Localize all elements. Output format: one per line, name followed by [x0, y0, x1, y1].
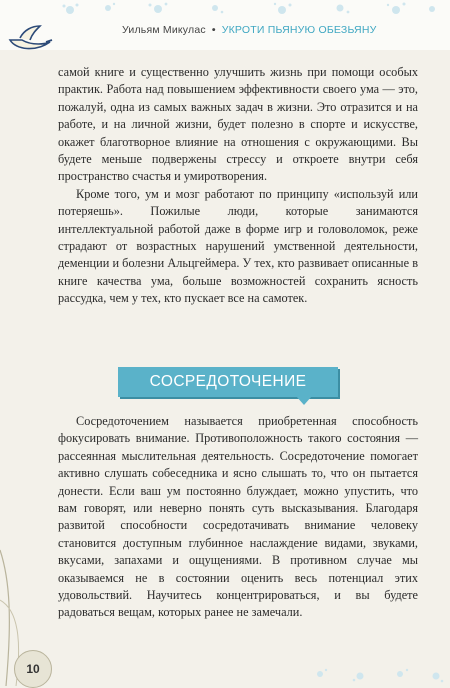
banana-icon [6, 20, 54, 54]
header-separator-dot: • [211, 24, 216, 36]
paragraph: Сосредоточением называется приобретенная способность фокусировать внимание. Противоположность такого состояния — рассеянная мыслительная деятельность. Сосредоточение помогает активно слушать собеседника и ясно слышать то, что он пытается донести. Если ваш ум постоянно блуждает, можно упустить, что вам говорят, или неверно понять суть высказывания. Благодаря развитой способности сосредотачивать внимание человеку становится доступным глубинное наслаждение видами, звуками, вкусами, запахами и ощущениями. В противном случае мы оказываемся не в состоянии оценить весь потенциал этих удовольствий. Научитесь концентрироваться, и вы будете радоваться вещам, которых ранее не замечали. [58, 414, 418, 620]
header-author: Уильям Микулас [122, 24, 206, 36]
top-body-text [58, 64, 418, 308]
paragraph: Кроме того, ум и мозг работают по принципу «используй или потеряешь». Пожилые люди, которые занимаются интеллектуальной работой даже в форме игр и головоломок, реже страдают от возрастных нарушений умственной деятельности, деменции и болезни Альцгеймера. У тех, кто развивает описанные в книге качества ума, больше возможностей сохранить ясность рассудка, чем у тех, кто пускает все на самотек. [58, 186, 418, 306]
section-heading-pointer [296, 396, 312, 405]
section-heading-box: СОСРЕДОТОЧЕНИЕ [118, 367, 338, 397]
paint-splat-decoration [300, 640, 450, 686]
page-number: 10 [14, 650, 52, 688]
page-header [0, 0, 450, 50]
paragraph: самой книге и существенно улучшить жизнь при помощи особых практик. Работа над повышением эффективности своего ума — это, пожалуй, одна из самых важных задач в жизни. Это отразится и на работе, и на личной жизни, будет полезно в спорте и искусстве, окажет благотворное влияние на отношения с окружающими. Вы будете меньше подвержены стрессу и откроете внутри себя пространство счастья и умиротворения. [58, 65, 418, 184]
running-header [122, 24, 450, 36]
header-book-title: УКРОТИ ПЬЯНУЮ ОБЕЗЬЯНУ [221, 24, 377, 36]
section-heading [118, 367, 338, 403]
bottom-body-text [58, 413, 418, 622]
